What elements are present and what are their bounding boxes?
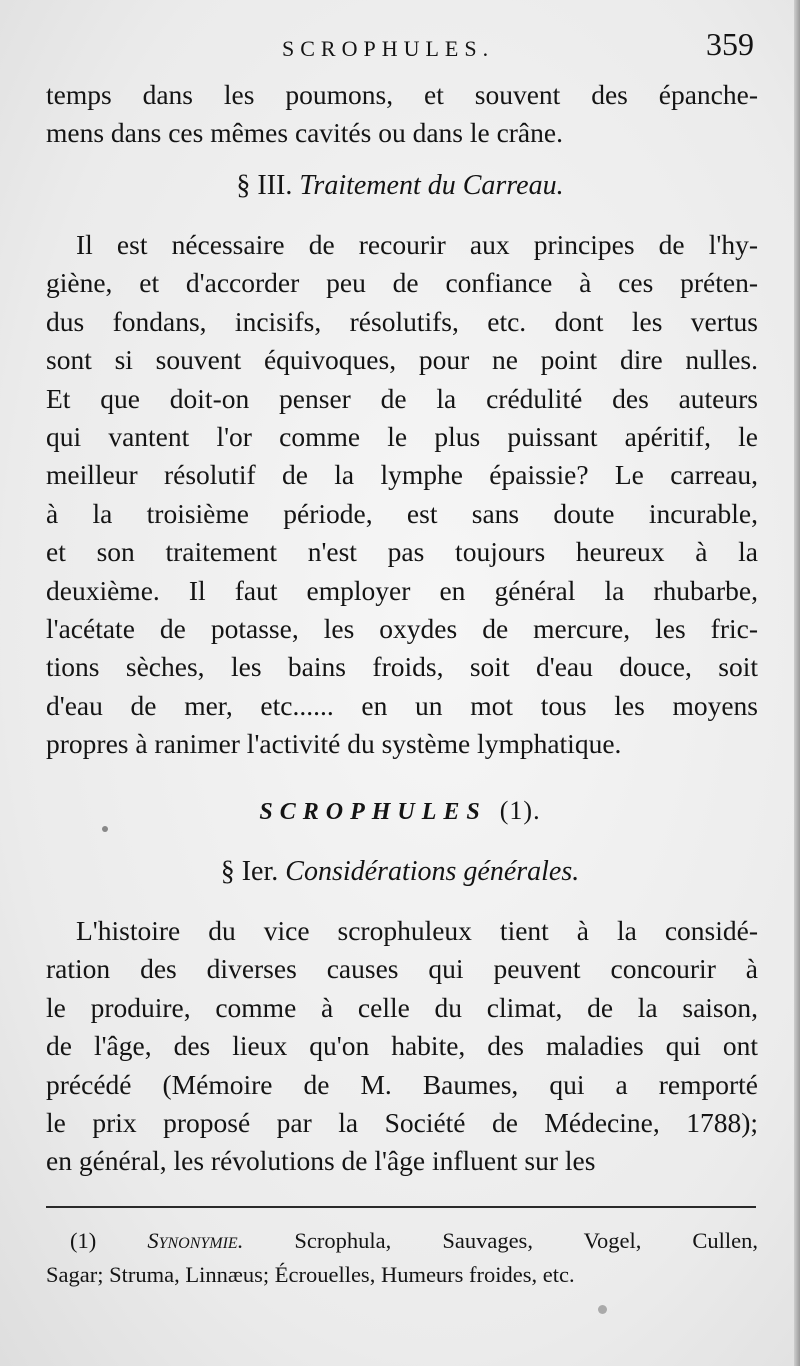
chapter-title-text: SCROPHULES xyxy=(259,799,487,825)
ink-speck xyxy=(598,1305,607,1314)
section-number: § III. xyxy=(236,170,293,201)
text-line: sont si souvent équivoques, pour ne point dire nulles. xyxy=(46,344,758,376)
text-line: en général, les révolutions de l'âge influent sur les xyxy=(46,1145,596,1177)
text-line: L'histoire du vice scrophuleux tient à la considé- xyxy=(76,915,758,946)
text-line: l'acétate de potasse, les oxydes de mercure, les fric- xyxy=(46,612,758,644)
text-line: deuxième. Il faut employer en général la rhubarbe, xyxy=(46,574,758,606)
text-line: dus fondans, incisifs, résolutifs, etc. dont les vertus xyxy=(46,305,758,337)
section-title: Traitement du Carreau. xyxy=(299,170,564,201)
footnote xyxy=(46,1224,758,1292)
footnote-line: Sagar; Struma, Linnæus; Écrouelles, Humeurs froides, etc. xyxy=(46,1262,575,1287)
text-line: ration des diverses causes qui peuvent concourir à xyxy=(46,953,758,985)
opening-paragraph xyxy=(46,76,758,153)
text-line: Et que doit-on penser de la crédulité des auteurs xyxy=(46,382,758,414)
text-line: mens dans ces mêmes cavités ou dans le crâne. xyxy=(46,117,563,149)
running-head-title: SCROPHULES. xyxy=(282,36,495,61)
section-heading-general xyxy=(0,856,800,888)
footnote-line xyxy=(46,1224,758,1258)
history-paragraph xyxy=(46,912,758,1181)
section-title: Considérations générales. xyxy=(285,856,580,887)
text-line: de l'âge, des lieux qu'on habite, des maladies qui ont xyxy=(46,1030,758,1062)
text-line: temps dans les poumons, et souvent des épanche- xyxy=(46,79,758,110)
text-line: propres à ranimer l'activité du système lymphatique. xyxy=(46,728,622,760)
text-line: le prix proposé par la Société de Médecine, 1788); xyxy=(46,1106,758,1138)
footnote-synonyms: Scrophula, Sauvages, Vogel, Cullen, xyxy=(294,1228,759,1253)
text-line: et son traitement n'est pas toujours heureux à la xyxy=(46,536,758,568)
section-number: § Ier. xyxy=(220,856,279,887)
text-line: précédé (Mémoire de M. Baumes, qui a remporté xyxy=(46,1068,758,1100)
text-line: tions sèches, les bains froids, soit d'eau douce, soit xyxy=(46,651,758,683)
text-line: meilleur résolutif de la lymphe épaissie? Le carreau, xyxy=(46,459,758,491)
text-line: Il est nécessaire de recourir aux principes de l'hy- xyxy=(76,229,758,260)
text-line: d'eau de mer, etc...... en un mot tous les moyens xyxy=(46,689,758,721)
text-line: giène, et d'accorder peu de confiance à ces préten- xyxy=(46,267,758,299)
treatment-paragraph xyxy=(46,226,758,763)
running-head xyxy=(0,26,800,70)
footnote-marker: (1) xyxy=(70,1228,97,1253)
text-line: à la troisième période, est sans doute incurable, xyxy=(46,497,758,529)
chapter-title xyxy=(0,796,800,826)
section-heading-treatment xyxy=(0,170,800,202)
page-number: 359 xyxy=(706,26,754,62)
footnote-reference: (1). xyxy=(499,796,541,825)
text-line: qui vantent l'or comme le plus puissant apéritif, le xyxy=(46,420,758,452)
ink-speck xyxy=(102,826,108,832)
page-edge-shadow xyxy=(794,0,800,1366)
text-line: le produire, comme à celle du climat, de la saison, xyxy=(46,991,758,1023)
footnote-label: Synonymie. xyxy=(147,1228,244,1253)
footnote-rule xyxy=(46,1206,756,1208)
